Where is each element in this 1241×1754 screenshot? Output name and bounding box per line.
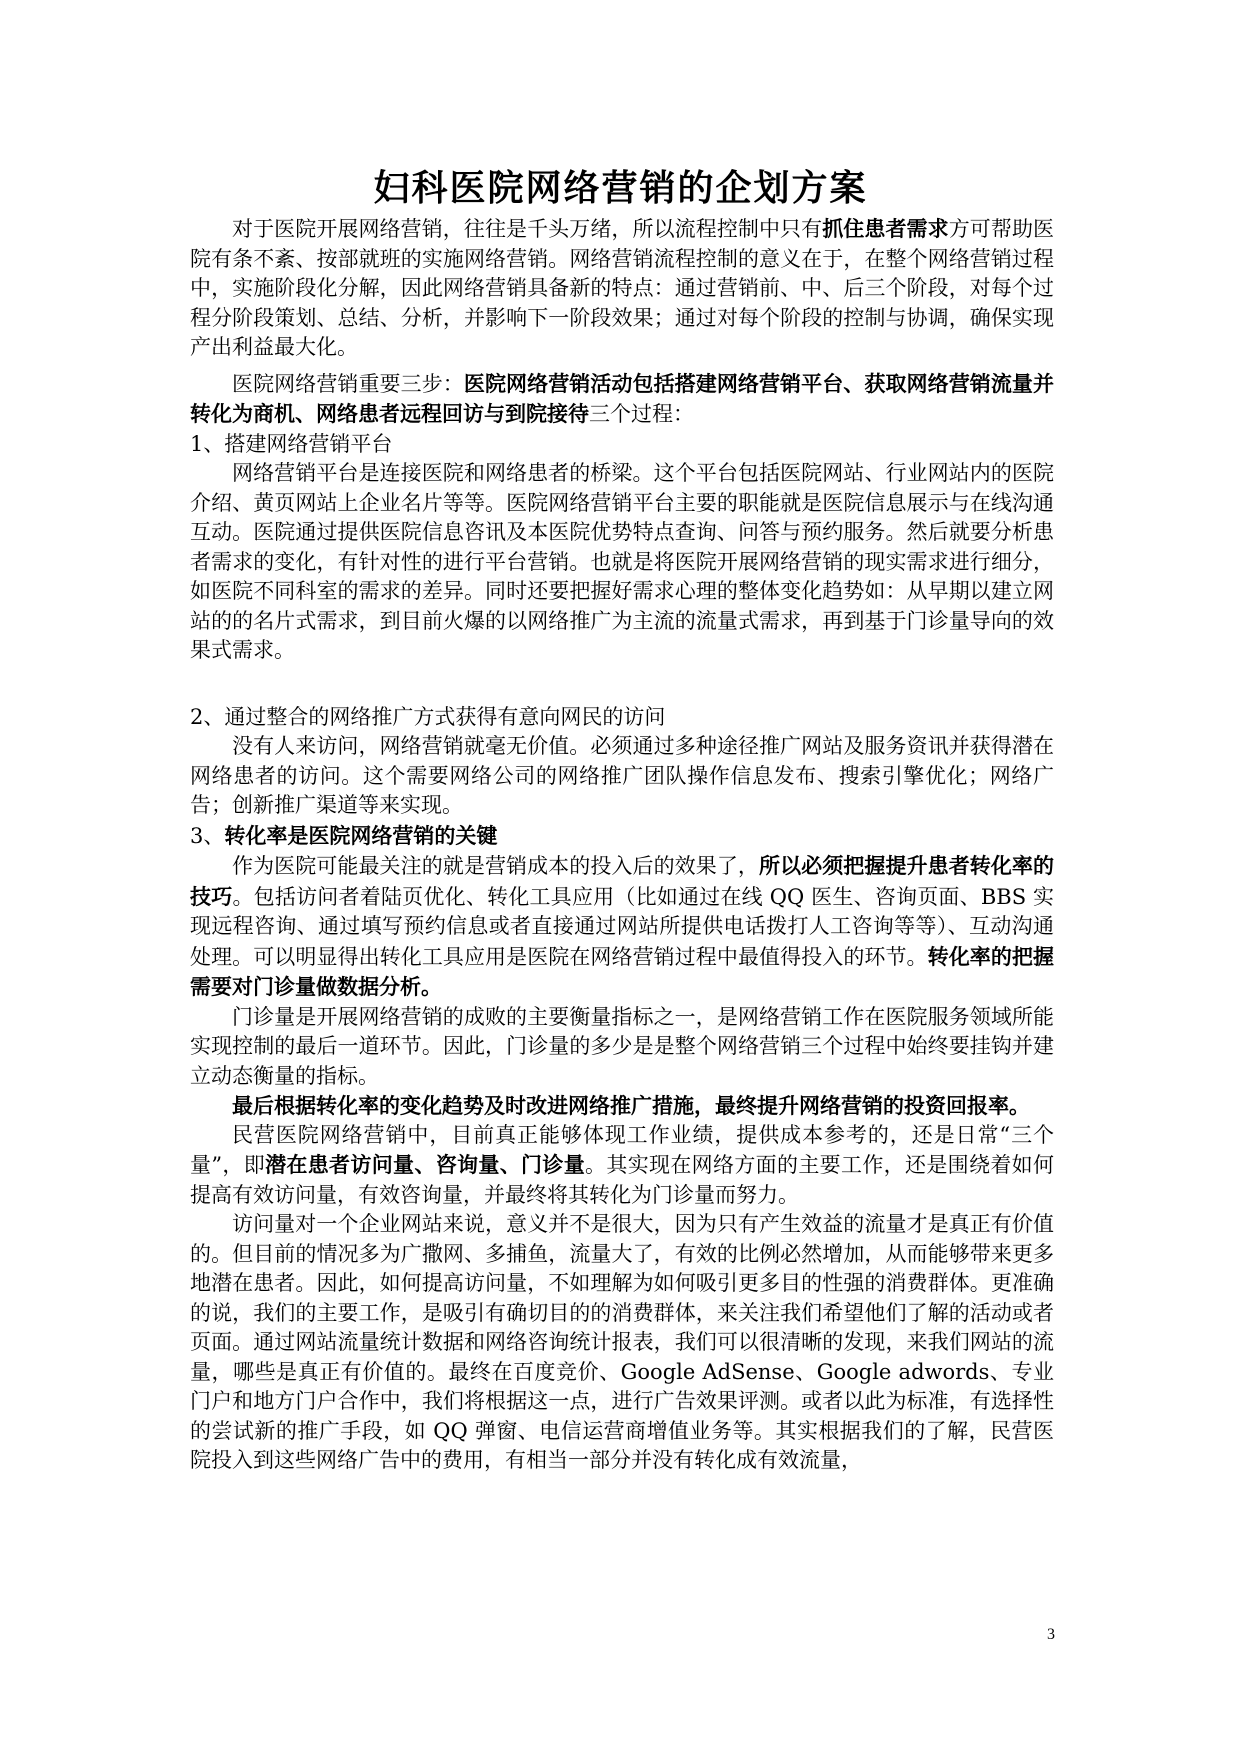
text-run: 。其实现在网络方面的主要工作，还是围绕着如何提高有效访问量，有效咨询量，并最终将其转化为门诊量而努力。 (190, 1153, 1054, 1207)
blank-line (190, 666, 1054, 695)
text-run: 。包括访问者着陆页优化、转化工具应用（比如通过在线 QQ 医生、咨询页面、BBS 实现远程咨询、通过填写预约信息或者直接通过网站所提供电话拨打人工咨询等等）、互动沟通处理。可以明显得出转化工具应用是医院在网络营销过程中最值得投入的环节。 (190, 884, 1054, 969)
bold-text-run: 转化率是医院网络营销的关键 (224, 822, 498, 848)
text-run: 3、 (190, 823, 225, 848)
bold-text-run: 潜在患者访问量、咨询量、门诊量 (265, 1152, 586, 1177)
bold-text-run: 医院网络营销活动包括搭建网络营销平台、获取网络营销流量并转化为商机、网络患者远程回访与到院接待 (190, 370, 1055, 426)
paragraph-conversion (190, 851, 1054, 1003)
paragraph-roi: 最后根据转化率的变化趋势及时改进网络推广措施，最终提升网络营销的投资回报率。 (232, 1093, 1030, 1118)
section-heading-2: 2、通过整合的网络推广方式获得有意向网民的访问 (190, 704, 666, 729)
bold-text-run: 所以必须把握提升患者转化率的技巧 (190, 853, 1055, 909)
text-run: 方可帮助医院有条不紊、按部就班的实施网络营销。网络营销流程控制的意义在于，在整个网络营销过程中，实施阶段化分解，因此网络营销具备新的特点：通过营销前、中、后三个阶段，对每个过程分阶段策划、总结、分析，并影响下一阶段效果；通过对每个阶段的控制与协调，确保实现产出利益最大化。 (190, 217, 1055, 359)
paragraph-outpatient: 门诊量是开展网络营销的成败的主要衡量指标之一，是网络营销工作在医院服务领域所能实现控制的最后一道环节。因此，门诊量的多少是是整个网络营销三个过程中始终要挂钩并建立动态衡量的指标。 (190, 1004, 1054, 1088)
section-heading-1: 1、搭建网络营销平台 (190, 431, 393, 456)
text-run: 作为医院可能最关注的就是营销成本的投入后的效果了， (232, 854, 759, 878)
text-run: 民营医院网络营销中，目前真正能够体现工作业绩，提供成本参考的，还是日常“三个量”，即 (190, 1122, 1054, 1177)
section-heading-3 (190, 821, 1054, 852)
text-run: 对于医院开展网络营销，往往是千头万绪，所以流程控制中只有 (232, 217, 823, 241)
paragraph-traffic: 访问量对一个企业网站来说，意义并不是很大，因为只有产生效益的流量才是真正有价值的。但目前的情况多为广撒网、多捕鱼，流量大了，有效的比例必然增加，从而能够带来更多地潜在患者。因此，如何提高访问量，不如理解为如何吸引更多目的性强的消费群体。更准确的说，我们的主要工作，是吸引有确切目的的消费群体，来关注我们希望他们了解的活动或者页面。通过网站流量统计数据和网络咨询统计报表，我们可以很清晰的发现，来我们网站的流量，哪些是真正有价值的。最终在百度竞价、Google AdSense、Google adwords、专业门户和地方门户合作中，我们将根据这一点，进行广告效果评测。或者以此为标准，有选择性的尝试新的推广手段，如 QQ 弹窗、电信运营商增值业务等。其实根据我们的了解，民营医院投入到这些网络广告中的费用，有相当一部分并没有转化成有效流量， (190, 1212, 1054, 1472)
bold-text-run: 转化率的把握需要对门诊量做数据分析。 (190, 943, 1054, 999)
paragraph-promotion: 没有人来访问，网络营销就毫无价值。必须通过多种途径推广网站及服务资讯并获得潜在网络患者的访问。这个需要网络公司的网络推广团队操作信息发布、搜索引擎优化；网络广告；创新推广渠道等来实现。 (190, 734, 1054, 817)
text-run: 三个过程： (589, 402, 694, 426)
document-title: 妇科医院网络营销的企划方案 (373, 168, 868, 209)
paragraph-platform: 网络营销平台是连接医院和网络患者的桥梁。这个平台包括医院网站、行业网站内的医院介绍、黄页网站上企业名片等等。医院网络营销平台主要的职能就是医院信息展示与在线沟通互动。医院通过提供医院信息咨讯及本医院优势特点查询、问答与预约服务。然后就要分析患者需求的变化，有针对性的进行平台营销。也就是将医院开展网络营销的现实需求进行细分，如医院不同科室的需求的差异。同时还要把握好需求心理的整体变化趋势如：从早期以建立网站的的名片式需求，到目前火爆的以网络推广为主流的流量式需求，再到基于门诊量导向的效果式需求。 (190, 461, 1054, 662)
paragraph-three-metrics (190, 1121, 1054, 1211)
paragraph-intro (190, 214, 1054, 363)
bold-text-run: 抓住患者需求 (822, 216, 949, 241)
page-number: 3 (1047, 1626, 1055, 1643)
document-body (190, 214, 1054, 1476)
text-run: 医院网络营销重要三步： (232, 371, 464, 396)
paragraph-three-steps (190, 369, 1054, 430)
